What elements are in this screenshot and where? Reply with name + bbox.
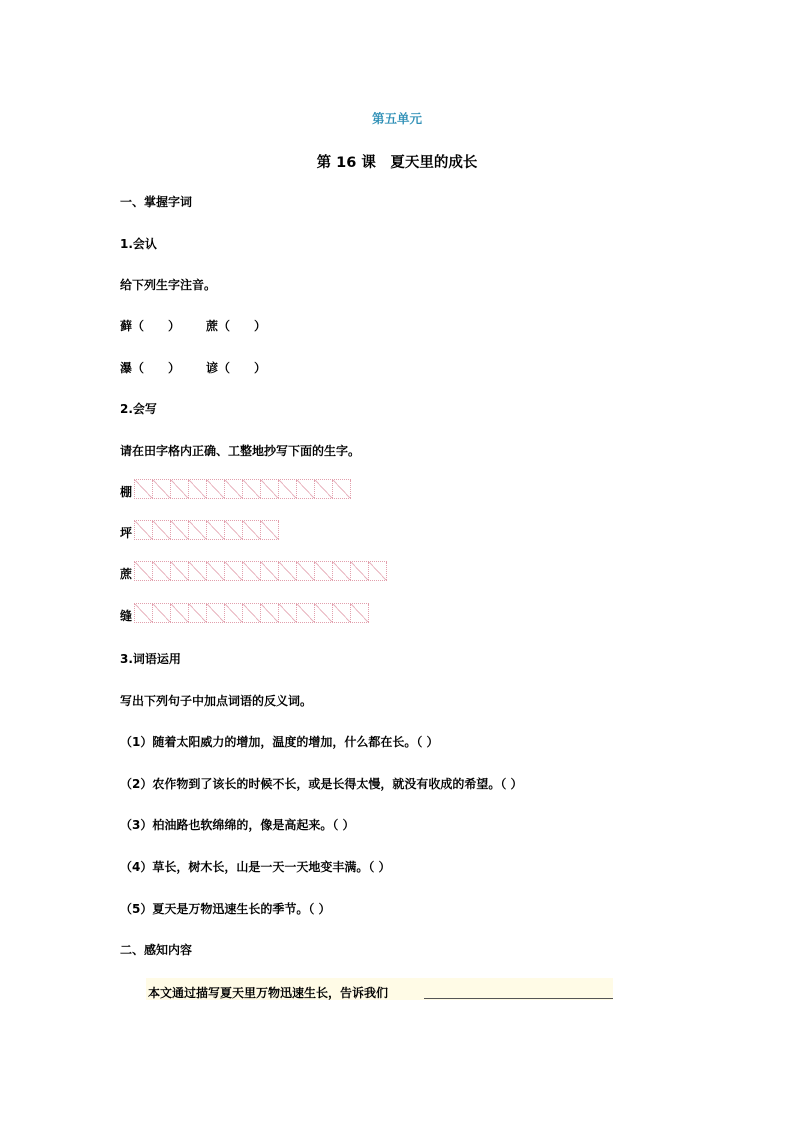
- tianzige-cell[interactable]: [297, 562, 315, 580]
- tianzige-cell[interactable]: [315, 562, 333, 580]
- tianzige-cell[interactable]: [297, 480, 315, 498]
- tianzige-grid[interactable]: [134, 479, 351, 499]
- tianzige-cell[interactable]: [153, 480, 171, 498]
- pinyin-answer-blank[interactable]: （ ）: [132, 319, 181, 333]
- tianzige-grid[interactable]: [134, 520, 279, 540]
- writing-char: 蔗: [120, 567, 133, 581]
- tianzige-cell[interactable]: [189, 604, 207, 622]
- tianzige-grid[interactable]: [134, 603, 369, 623]
- section1-heading: 一、掌握字词: [120, 195, 193, 209]
- fill-in-blank[interactable]: [424, 998, 613, 999]
- tianzige-cell[interactable]: [189, 480, 207, 498]
- sentence-item: （4）草长，树木长，山是一天一天地变丰满。（ ）: [120, 860, 391, 874]
- tianzige-cell[interactable]: [153, 521, 171, 539]
- fill-in-sentence: 本文通过描写夏天里万物迅速生长，告诉我们: [148, 986, 389, 1000]
- sentence-item: （3）柏油路也软绵绵的，像是高起来。（ ）: [120, 818, 355, 832]
- pinyin-char: 瀑: [120, 361, 133, 375]
- part2-instruction: 请在田字格内正确、工整地抄写下面的生字。: [120, 444, 361, 458]
- pinyin-char: 藓: [120, 319, 133, 333]
- tianzige-cell[interactable]: [279, 480, 297, 498]
- tianzige-cell[interactable]: [243, 521, 261, 539]
- part1-instruction: 给下列生字注音。: [120, 278, 217, 292]
- tianzige-cell[interactable]: [135, 480, 153, 498]
- tianzige-cell[interactable]: [189, 521, 207, 539]
- tianzige-cell[interactable]: [171, 562, 189, 580]
- part3-heading: 3.词语运用: [120, 652, 181, 666]
- pinyin-char: 谚: [206, 361, 219, 375]
- tianzige-cell[interactable]: [333, 604, 351, 622]
- tianzige-cell[interactable]: [369, 562, 387, 580]
- tianzige-cell[interactable]: [351, 604, 369, 622]
- tianzige-cell[interactable]: [207, 521, 225, 539]
- pinyin-answer-blank[interactable]: （ ）: [218, 319, 267, 333]
- pinyin-row-2: [120, 360, 266, 376]
- unit-title: 第五单元: [371, 111, 422, 126]
- sentence-item: （1）随着太阳威力的增加，温度的增加，什么都在长。（ ）: [120, 735, 439, 749]
- tianzige-cell[interactable]: [135, 562, 153, 580]
- tianzige-cell[interactable]: [243, 480, 261, 498]
- tianzige-cell[interactable]: [279, 604, 297, 622]
- sentence-item: （2）农作物到了该长的时候不长，或是长得太慢，就没有收成的希望。（ ）: [120, 777, 523, 791]
- pinyin-char: 蔗: [206, 319, 219, 333]
- tianzige-cell[interactable]: [243, 562, 261, 580]
- tianzige-cell[interactable]: [315, 604, 333, 622]
- tianzige-cell[interactable]: [189, 562, 207, 580]
- tianzige-cell[interactable]: [225, 521, 243, 539]
- pinyin-row-1: [120, 318, 266, 334]
- tianzige-cell[interactable]: [225, 480, 243, 498]
- tianzige-cell[interactable]: [333, 480, 351, 498]
- tianzige-cell[interactable]: [153, 562, 171, 580]
- pinyin-answer-blank[interactable]: （ ）: [218, 361, 267, 375]
- writing-char: 棚: [120, 485, 133, 499]
- tianzige-cell[interactable]: [171, 521, 189, 539]
- tianzige-cell[interactable]: [261, 604, 279, 622]
- tianzige-cell[interactable]: [333, 562, 351, 580]
- tianzige-cell[interactable]: [225, 562, 243, 580]
- tianzige-cell[interactable]: [135, 521, 153, 539]
- tianzige-cell[interactable]: [243, 604, 261, 622]
- tianzige-cell[interactable]: [315, 480, 333, 498]
- tianzige-cell[interactable]: [261, 521, 279, 539]
- tianzige-cell[interactable]: [207, 562, 225, 580]
- section2-heading: 二、感知内容: [120, 943, 193, 957]
- tianzige-cell[interactable]: [261, 480, 279, 498]
- tianzige-cell[interactable]: [207, 480, 225, 498]
- tianzige-grid[interactable]: [134, 561, 387, 581]
- tianzige-cell[interactable]: [207, 604, 225, 622]
- tianzige-cell[interactable]: [135, 604, 153, 622]
- tianzige-cell[interactable]: [171, 480, 189, 498]
- part1-heading: 1.会认: [120, 237, 157, 251]
- part2-heading: 2.会写: [120, 402, 157, 416]
- writing-char: 坪: [120, 526, 133, 540]
- tianzige-cell[interactable]: [279, 562, 297, 580]
- tianzige-cell[interactable]: [225, 604, 243, 622]
- tianzige-cell[interactable]: [171, 604, 189, 622]
- tianzige-cell[interactable]: [261, 562, 279, 580]
- tianzige-cell[interactable]: [297, 604, 315, 622]
- writing-char: 缝: [120, 609, 133, 623]
- lesson-title: 第 16 课 夏天里的成长: [316, 155, 478, 171]
- pinyin-answer-blank[interactable]: （ ）: [132, 361, 181, 375]
- sentence-item: （5）夏天是万物迅速生长的季节。（ ）: [120, 902, 331, 916]
- tianzige-cell[interactable]: [351, 562, 369, 580]
- part3-instruction: 写出下列句子中加点词语的反义词。: [120, 694, 313, 708]
- tianzige-cell[interactable]: [153, 604, 171, 622]
